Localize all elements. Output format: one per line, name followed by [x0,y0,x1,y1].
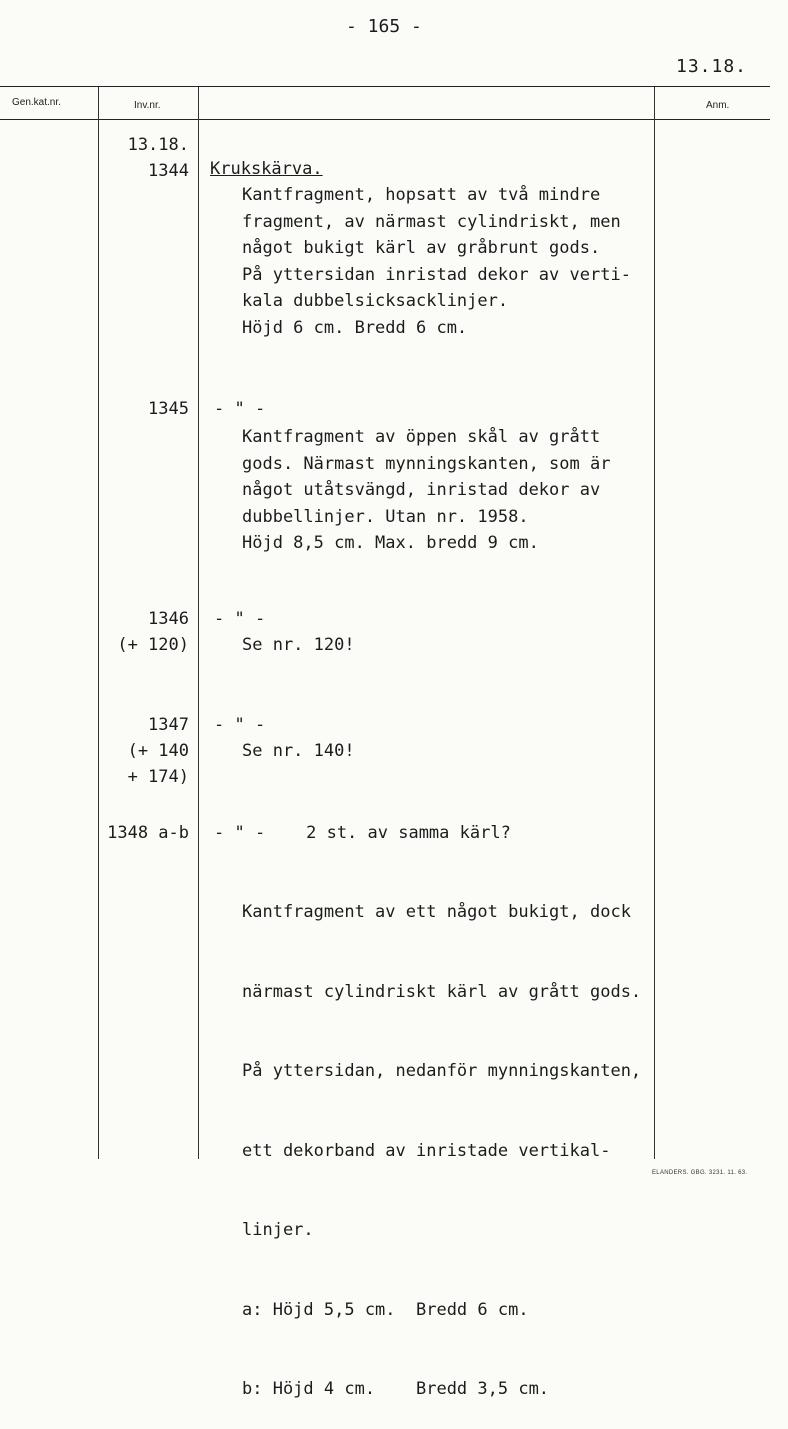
description-line: något utåtsvängd, inristad dekor av [242,480,601,500]
ditto-mark: - " - [214,715,266,735]
entry-description-1348 [242,846,641,1429]
inv-line: (+ 140 [127,741,189,761]
entry-description-1345 [242,424,610,557]
description-line: kala dubbelsicksacklinjer. [242,291,509,311]
description-line: något bukigt kärl av gråbrunt gods. [242,238,601,258]
printer-imprint: ELANDERS. GBG. 3231. 11. 63. [652,1170,748,1176]
inv-number-1346 [96,606,189,658]
inv-line: + 174) [127,767,189,787]
inv-line: 1345 [148,399,189,419]
inv-line: 1347 [148,715,189,735]
ditto-mark: - " - [214,399,266,419]
header-anm: Anm. [706,100,730,111]
description-line: Kantfragment, hopsatt av två mindre [242,185,601,205]
inv-number-1344 [96,132,189,184]
column-divider-anm [654,87,655,1159]
column-divider-invnr [198,87,199,1159]
inv-line: 13.18. [127,135,189,155]
measurements-line: a: Höjd 5,5 cm. Bredd 6 cm. [242,1299,529,1320]
measurements-line: Höjd 8,5 cm. Max. bredd 9 cm. [242,533,539,553]
inv-line: 1348 a-b [107,823,189,843]
header-gen-kat-nr: Gen.kat.nr. [12,97,61,108]
inv-number-1348 [96,820,189,846]
catalog-reference: 13.18. [676,56,748,77]
cross-reference-1347: Se nr. 140! [242,741,355,761]
entry-description-1344 [242,182,631,341]
description-line: På yttersidan, nedanför mynningskanten, [242,1061,642,1081]
description-line: gods. Närmast mynningskanten, som är [242,453,611,474]
inv-number-1347 [96,712,189,790]
entry-title: Krukskärva. [210,159,323,179]
page-number: - 165 - [346,16,422,37]
description-line: fragment, av närmast cylindriskt, men [242,211,621,232]
description-line: ett dekorband av inristade vertikal- [242,1140,611,1161]
measurements-line: b: Höjd 4 cm. Bredd 3,5 cm. [242,1379,550,1399]
entry-heading-krukskarva [210,156,323,183]
description-line: Kantfragment av ett något bukigt, dock [242,902,631,922]
cross-reference-1346: Se nr. 120! [242,635,355,655]
header-inv-nr: Inv.nr. [134,100,161,111]
inv-line: 1344 [148,161,189,181]
measurements-line: Höjd 6 cm. Bredd 6 cm. [242,317,468,338]
ditto-line-1348: - " - 2 st. av samma kärl? [214,823,511,843]
inv-line: (+ 120) [117,635,189,655]
description-line: linjer. [242,1220,314,1240]
description-line: På yttersidan inristad dekor av verti- [242,264,631,285]
description-line: dubbellinjer. Utan nr. 1958. [242,506,529,527]
ditto-mark: - " - [214,609,266,629]
inv-line: 1346 [148,609,189,629]
description-line: närmast cylindriskt kärl av grått gods. [242,981,642,1002]
inv-number-1345 [96,396,189,422]
description-line: Kantfragment av öppen skål av grått [242,427,601,447]
